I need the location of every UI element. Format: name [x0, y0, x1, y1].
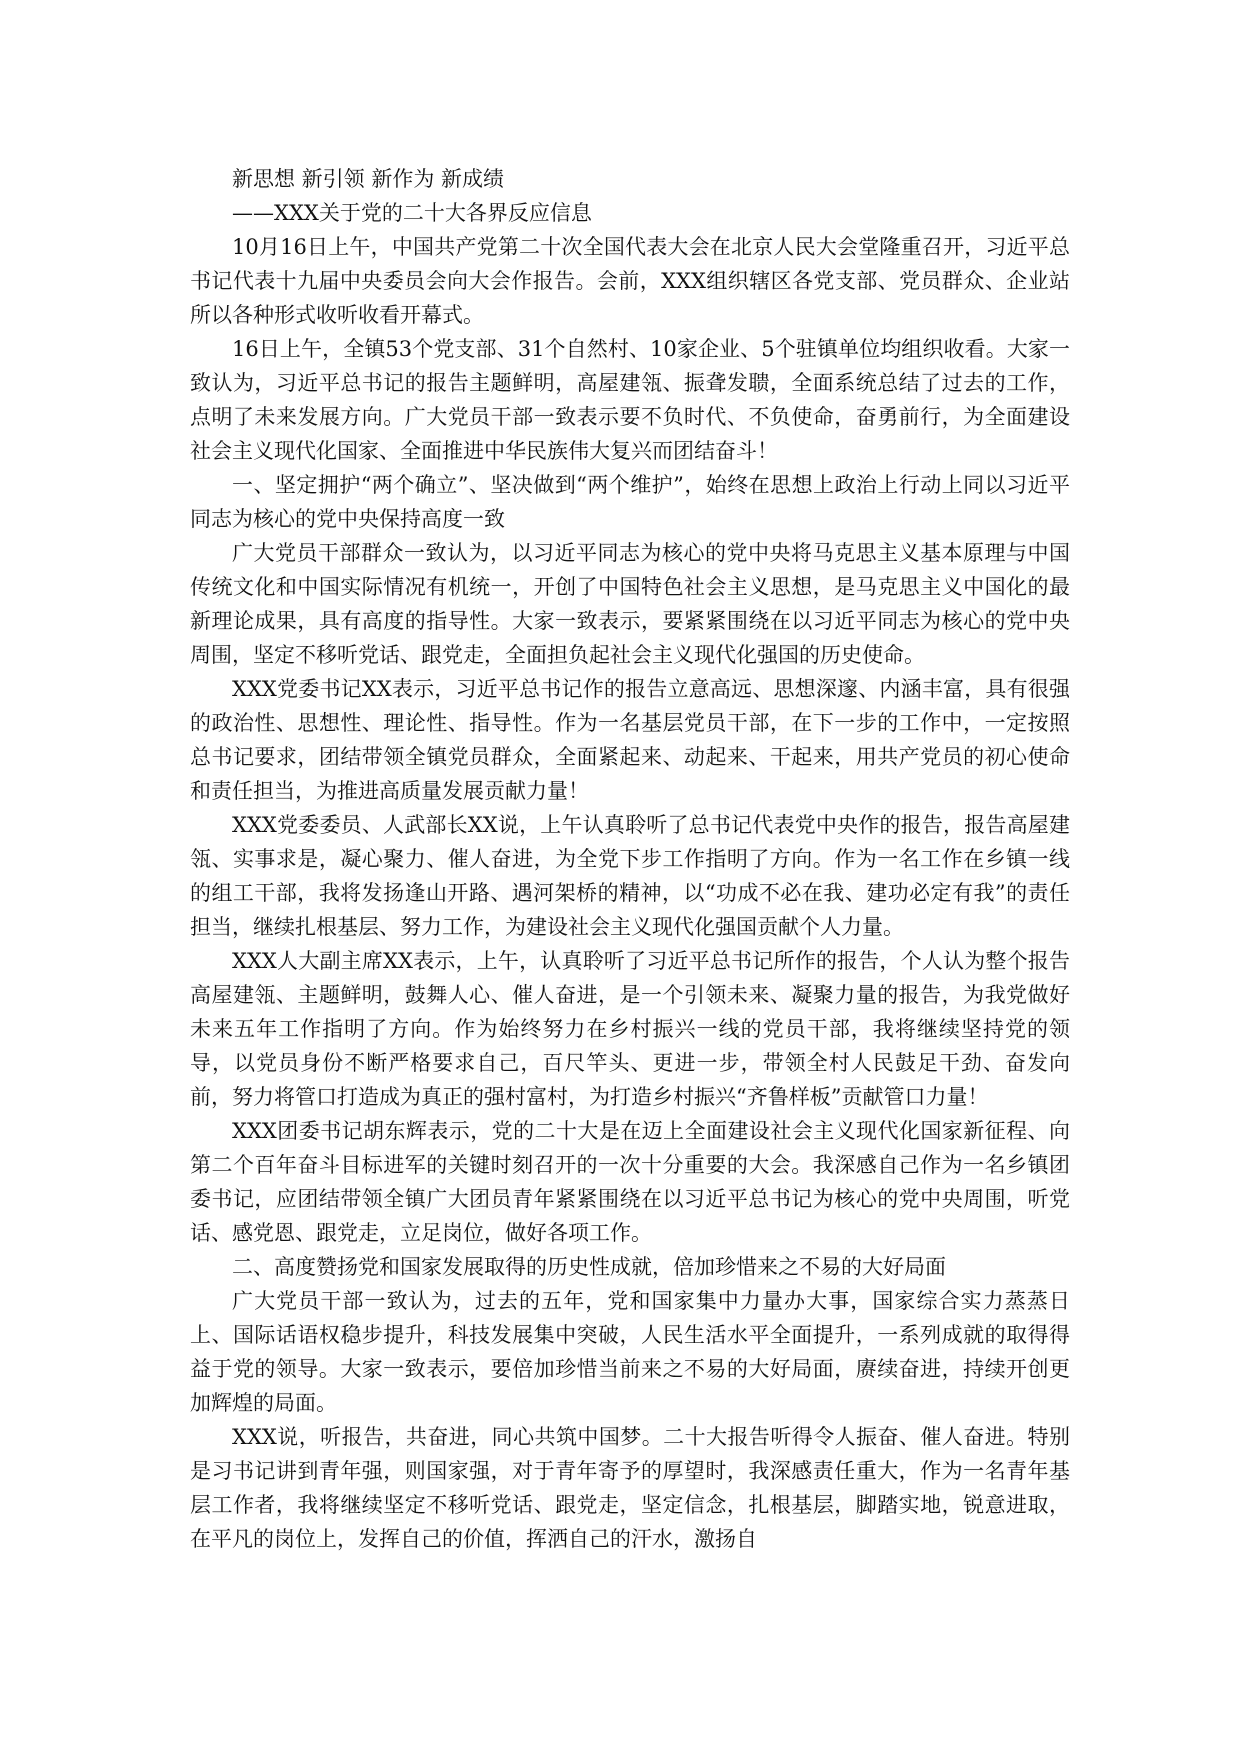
section-heading-2: 二、高度赞扬党和国家发展取得的历史性成就，倍加珍惜来之不易的大好局面: [232, 1255, 946, 1279]
document-body: [190, 162, 1070, 1556]
paragraph-youth-league: XXX团委书记胡东辉表示，党的二十大是在迈上全面建设社会主义现代化国家新征程、向第二个百年奋斗目标进军的关键时刻召开的一次十分重要的大会。我深感自己作为一名乡镇团委书记，应团结带领全镇广大团员青年紧紧围绕在以习近平总书记为核心的党中央周围，听党话、感党恩、跟党走，立足岗位，做好各项工作。: [190, 1119, 1070, 1245]
paragraph-youth-worker: XXX说，听报告，共奋进，同心共筑中国梦。二十大报告听得令人振奋、催人奋进。特别是习书记讲到青年强，则国家强，对于青年寄予的厚望时，我深感责任重大，作为一名青年基层工作者，我将继续坚定不移听党话、跟党走，坚定信念，扎根基层，脚踏实地，锐意进取，在平凡的岗位上，发挥自己的价值，挥洒自己的汗水，激扬自: [190, 1425, 1070, 1551]
paragraph-armed-forces: XXX党委委员、人武部长XX说，上午认真聆听了总书记代表党中央作的报告，报告高屋建瓴、实事求是，凝心聚力、催人奋进，为全党下步工作指明了方向。作为一名工作在乡镇一线的组工干部，我将发扬逢山开路、遇河架桥的精神，以“功成不必在我、建功必定有我”的责任担当，继续扎根基层、努力工作，为建设社会主义现代化强国贡献个人力量。: [190, 813, 1070, 939]
paragraph-npc-vice-chair: XXX人大副主席XX表示，上午，认真聆听了习近平总书记所作的报告，个人认为整个报告高屋建瓴、主题鲜明，鼓舞人心、催人奋进，是一个引领未来、凝聚力量的报告，为我党做好未来五年工作指明了方向。作为始终努力在乡村振兴一线的党员干部，我将继续坚持党的领导，以党员身份不断严格要求自己，百尺竿头、更进一步，带领全村人民鼓足干劲、奋发向前，努力将管口打造成为真正的强村富村，为打造乡村振兴“齐鲁样板”贡献管口力量！: [190, 949, 1070, 1109]
paragraph-achievements: 广大党员干部一致认为，过去的五年，党和国家集中力量办大事，国家综合实力蒸蒸日上、国际话语权稳步提升，科技发展集中突破，人民生活水平全面提升，一系列成就的取得得益于党的领导。大家一致表示，要倍加珍惜当前来之不易的大好局面，赓续奋进，持续开创更加辉煌的局面。: [190, 1289, 1070, 1415]
document-title: 新思想 新引领 新作为 新成绩: [232, 167, 505, 191]
document-subtitle: ——XXX关于党的二十大各界反应信息: [232, 201, 592, 225]
paragraph-viewing: 16日上午，全镇53个党支部、31个自然村、10家企业、5个驻镇单位均组织收看。大家一致认为，习近平总书记的报告主题鲜明，高屋建瓴、振聋发聩，全面系统总结了过去的工作，点明了未来发展方向。广大党员干部一致表示要不负时代、不负使命，奋勇前行，为全面建设社会主义现代化国家、全面推进中华民族伟大复兴而团结奋斗！: [190, 337, 1070, 463]
section-heading-1: 一、坚定拥护“两个确立”、坚决做到“两个维护”，始终在思想上政治上行动上同以习近平同志为核心的党中央保持高度一致: [190, 473, 1070, 531]
paragraph-opening: 10月16日上午，中国共产党第二十次全国代表大会在北京人民大会堂隆重召开，习近平总书记代表十九届中央委员会向大会作报告。会前，XXX组织辖区各党支部、党员群众、企业站所以各种形式收听收看开幕式。: [190, 235, 1070, 327]
paragraph-consensus: 广大党员干部群众一致认为，以习近平同志为核心的党中央将马克思主义基本原理与中国传统文化和中国实际情况有机统一，开创了中国特色社会主义思想，是马克思主义中国化的最新理论成果，具有高度的指导性。大家一致表示，要紧紧围绕在以习近平同志为核心的党中央周围，坚定不移听党话、跟党走，全面担负起社会主义现代化强国的历史使命。: [190, 541, 1070, 667]
paragraph-party-secretary: XXX党委书记XX表示，习近平总书记作的报告立意高远、思想深邃、内涵丰富，具有很强的政治性、思想性、理论性、指导性。作为一名基层党员干部，在下一步的工作中，一定按照总书记要求，团结带领全镇党员群众，全面紧起来、动起来、干起来，用共产党员的初心使命和责任担当，为推进高质量发展贡献力量！: [190, 677, 1070, 803]
